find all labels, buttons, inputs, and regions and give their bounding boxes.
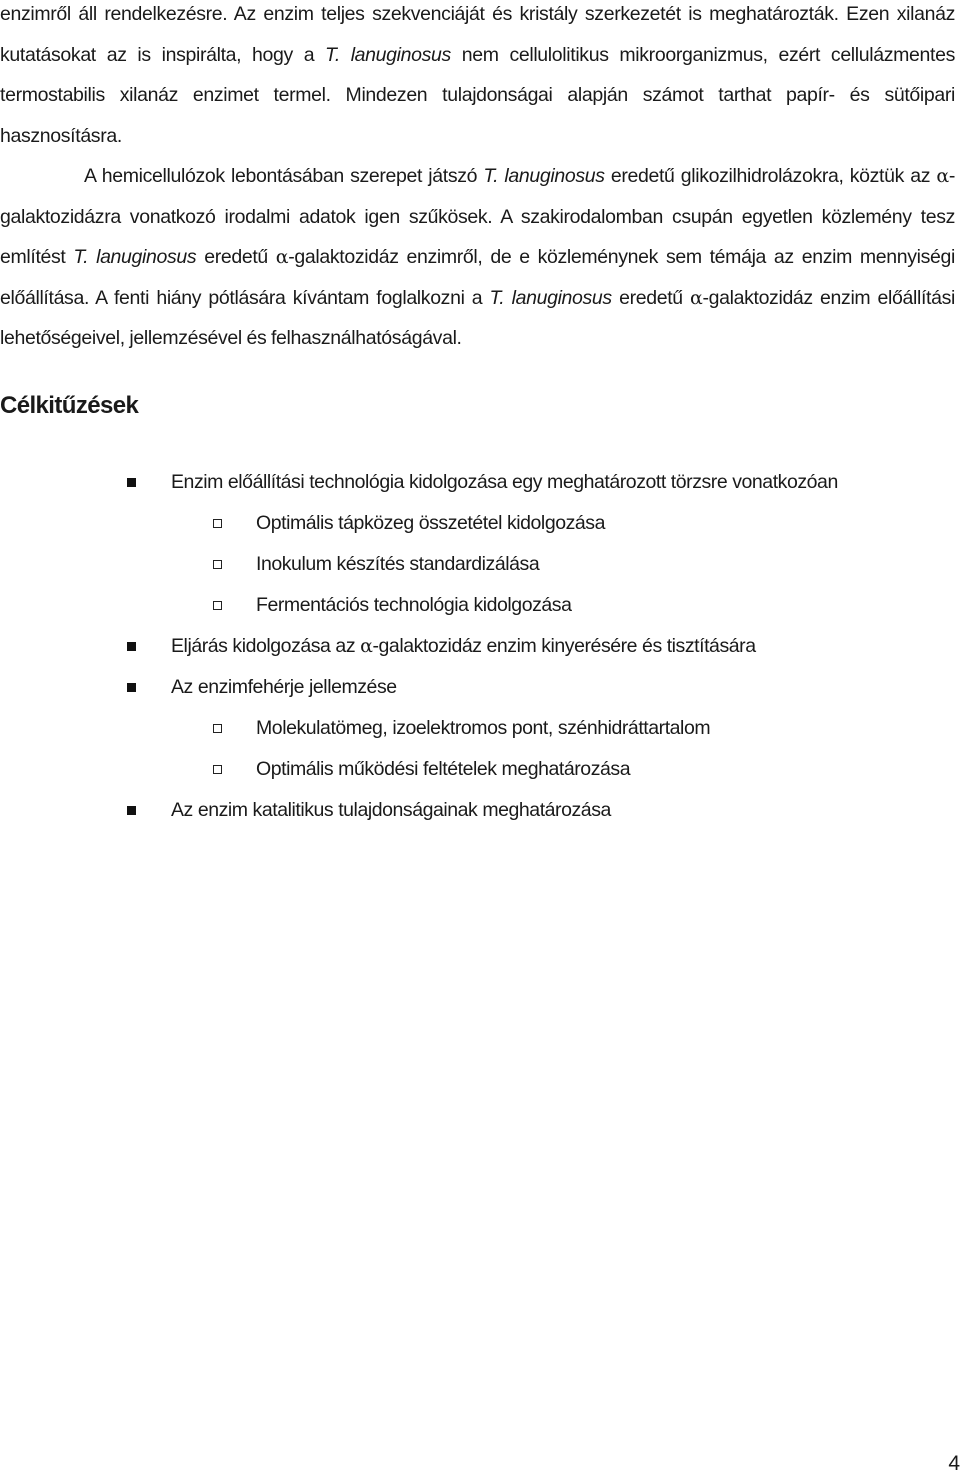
hollow-square-bullet-icon [213, 601, 222, 610]
section-heading: Célkitűzések [0, 392, 139, 419]
goal-text: Eljárás kidolgozása az [171, 635, 361, 657]
paragraph-text: -galaktozidáz enzim előállítási lehetőségeivel, jellemzésével és felhasználhatóságával. [0, 286, 956, 350]
subgoal-text: Fermentációs technológia kidolgozása [256, 594, 572, 616]
literature-paragraph [0, 156, 955, 359]
goal-item [0, 462, 955, 503]
organism-name: T. lanuginosus [73, 246, 197, 269]
filled-square-bullet-icon [127, 683, 136, 692]
hollow-square-bullet-icon [213, 519, 222, 528]
subgoal-item [0, 708, 955, 749]
alpha-symbol: α [690, 286, 703, 309]
goal-text: -galaktozidáz enzim kinyerésére és tisztítására [372, 635, 756, 657]
subgoal-text: Optimális tápközeg összetétel kidolgozása [256, 512, 605, 534]
subgoal-text: Molekulatömeg, izoelektromos pont, szénhidráttartalom [256, 717, 711, 739]
organism-name: T. lanuginosus [483, 165, 605, 187]
subgoal-item [0, 544, 955, 585]
hollow-square-bullet-icon [213, 724, 222, 733]
subgoal-item [0, 585, 955, 626]
alpha-symbol: α [360, 635, 373, 657]
paragraph-text: -galaktozidáz enzimről, de e közleménynek sem témája az enzim mennyiségi előállítása. A fenti hiány pótlására kívántam foglalkozni a [0, 246, 956, 309]
goal-item [0, 667, 955, 708]
paragraph-text: eredetű [196, 246, 276, 269]
paragraph-text: nem cellulolitikus mikroorganizmus, ezért cellulázmentes termostabilis xilanáz enzimet termel. Mindezen tulajdonságai alapján számot tarthat papír- és sütőipari hasznosításra. [0, 43, 955, 147]
hollow-square-bullet-icon [213, 560, 222, 569]
filled-square-bullet-icon [127, 806, 136, 815]
alpha-symbol: α [936, 165, 949, 187]
goal-text: Az enzimfehérje jellemzése [171, 676, 397, 698]
subgoal-item [0, 749, 955, 790]
paragraph-text: eredetű glikozilhidrolázokra, köztük az [604, 165, 937, 187]
hollow-square-bullet-icon [213, 765, 222, 774]
goal-text: Az enzim katalitikus tulajdonságainak meghatározása [171, 799, 611, 821]
subgoal-item [0, 503, 955, 544]
filled-square-bullet-icon [127, 478, 136, 487]
goals-list [0, 462, 955, 831]
alpha-symbol: α [275, 246, 289, 269]
organism-name: T. lanuginosus [489, 286, 612, 309]
paragraph-text: enzimről áll rendelkezésre. Az enzim teljes szekvenciáját és kristály szerkezetét is meghatározták. Ezen xilanáz kutatásokat az is inspirálta, hogy a [0, 3, 955, 66]
paragraph-text: eredetű [611, 286, 690, 309]
organism-name: T. lanuginosus [325, 43, 451, 66]
paragraph-text: -galaktozidázra vonatkozó irodalmi adatok igen szűkösek. A szakirodalomban csupán egyetlen közlemény tesz említést [0, 165, 955, 269]
subgoal-text: Optimális működési feltételek meghatározása [256, 758, 631, 780]
filled-square-bullet-icon [127, 642, 136, 651]
goal-text: Enzim előállítási technológia kidolgozása egy meghatározott törzsre vonatkozóan [171, 471, 838, 493]
goal-item [0, 626, 955, 667]
intro-paragraph [0, 0, 955, 156]
paragraph-text: A hemicellulózok lebontásában szerepet játszó [84, 165, 484, 187]
page-number: 4 [948, 1452, 960, 1475]
subgoal-text: Inokulum készítés standardizálása [256, 553, 540, 575]
goal-item [0, 790, 955, 831]
